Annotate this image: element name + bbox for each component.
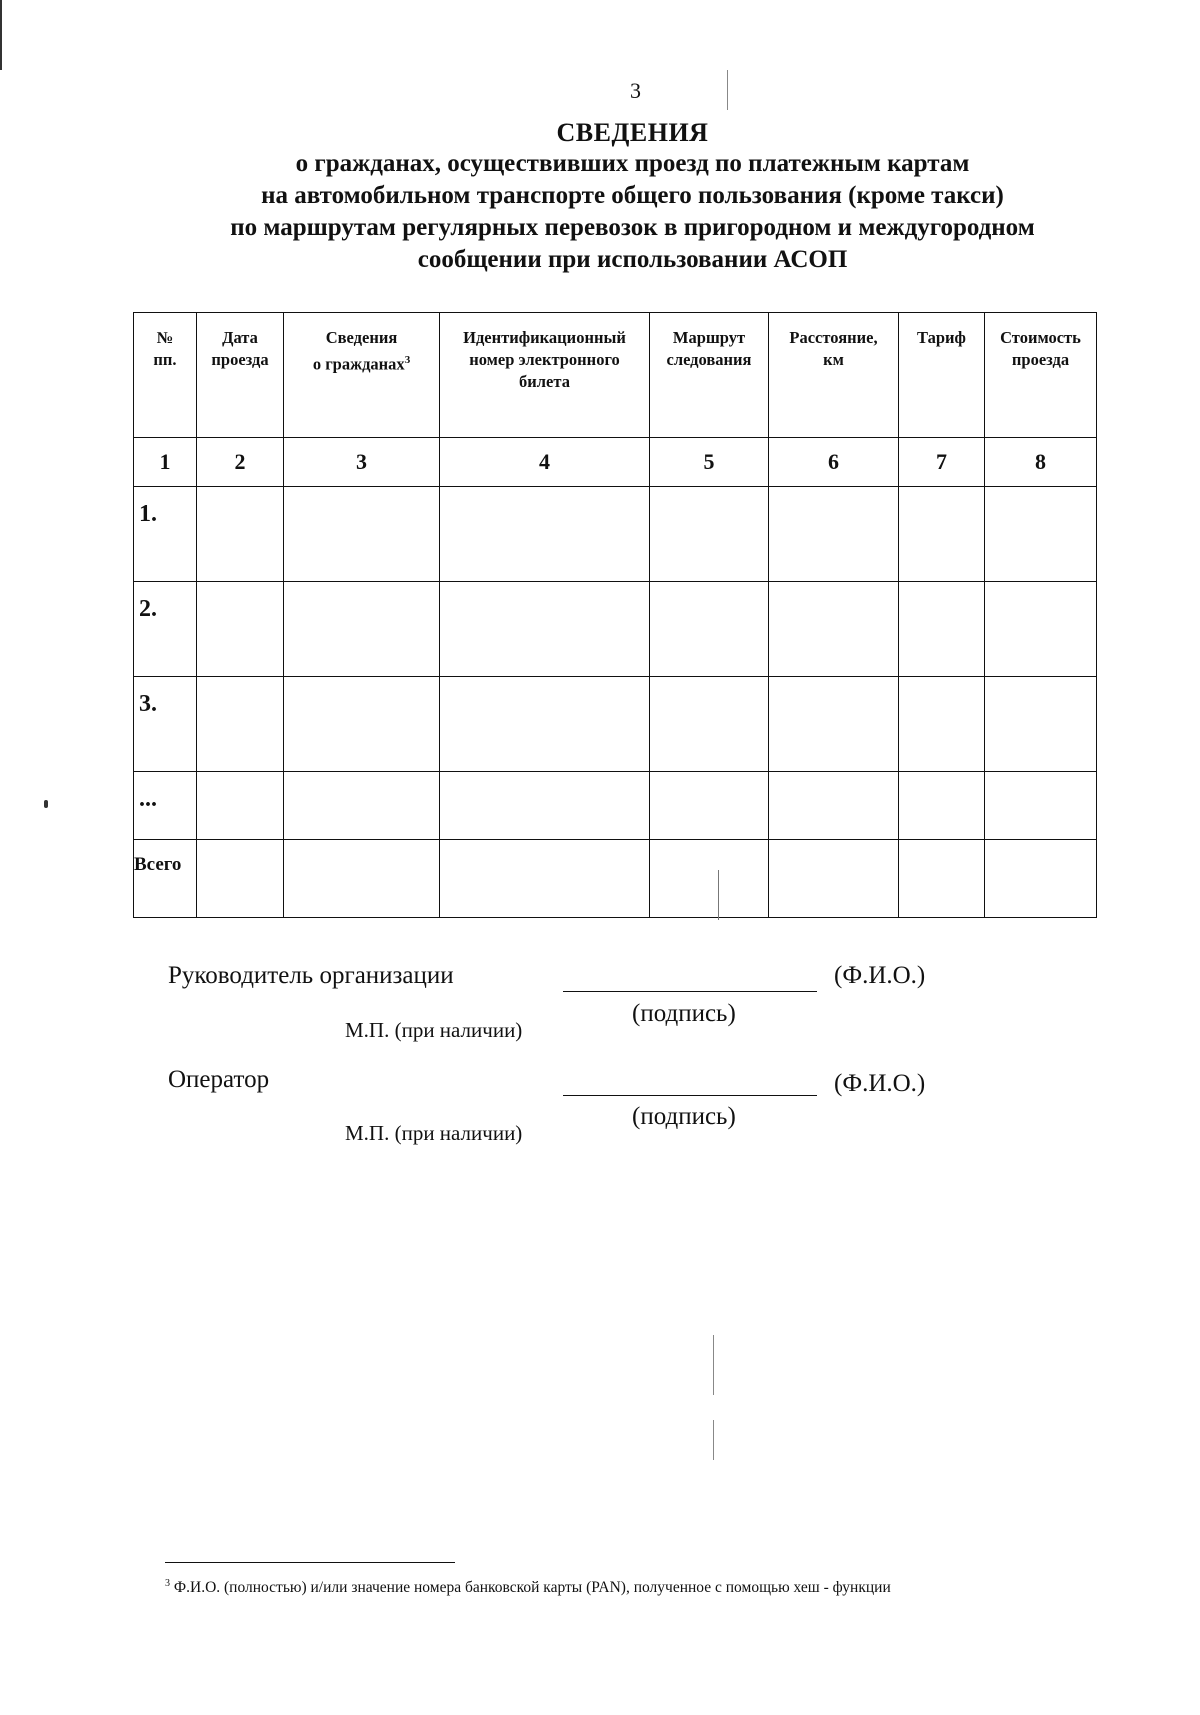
table-cell — [284, 487, 440, 582]
column-number-row — [134, 438, 1097, 487]
table-cell — [440, 677, 650, 772]
title-line-4: сообщении при использовании АСОП — [417, 246, 848, 273]
scan-artifact — [727, 70, 728, 110]
table-cell — [769, 582, 899, 677]
table-cell — [440, 772, 650, 840]
header-cell-date: Дата проезда — [197, 313, 284, 438]
row-label: 3. — [134, 677, 197, 772]
row-label: 2. — [134, 582, 197, 677]
head-fio: (Ф.И.О.) — [834, 962, 926, 989]
table-cell — [899, 487, 985, 582]
report-table — [133, 312, 1097, 918]
column-number: 5 — [650, 438, 769, 487]
operator-signature-caption: (подпись) — [632, 1103, 736, 1130]
table-total-row — [134, 840, 1097, 918]
header-citizens-text: Сведения о гражданах — [312, 328, 405, 374]
table-row — [134, 677, 1097, 772]
table-cell — [899, 582, 985, 677]
table-row — [134, 487, 1097, 582]
table-cell — [197, 582, 284, 677]
header-cell-number: № пп. — [134, 313, 197, 438]
table-cell — [985, 487, 1097, 582]
footnote — [165, 1578, 891, 1597]
table-header-row — [134, 313, 1097, 438]
table-cell — [284, 840, 440, 918]
operator-label: Оператор — [168, 1066, 270, 1093]
column-number: 6 — [769, 438, 899, 487]
scan-artifact — [713, 1335, 714, 1395]
head-label: Руководитель организации — [168, 962, 454, 989]
header-cell-tariff: Тариф — [899, 313, 985, 438]
scan-artifact — [44, 800, 48, 808]
column-number: 4 — [440, 438, 650, 487]
column-number: 7 — [899, 438, 985, 487]
title-line-2: на автомобильном транспорте общего пользования (кроме такси) — [261, 182, 1004, 209]
table-cell — [985, 772, 1097, 840]
scan-artifact — [0, 0, 2, 70]
table-cell — [985, 582, 1097, 677]
table-cell — [650, 772, 769, 840]
head-signature-caption: (подпись) — [632, 1000, 736, 1027]
operator-seal: М.П. (при наличии) — [345, 1121, 523, 1145]
header-cell-citizens — [284, 313, 440, 438]
column-number: 1 — [134, 438, 197, 487]
table-cell — [985, 677, 1097, 772]
operator-signature-line — [563, 1095, 817, 1096]
table-cell — [899, 840, 985, 918]
footnote-mark: 3 — [165, 1578, 170, 1589]
row-label: 1. — [134, 487, 197, 582]
table-cell — [985, 840, 1097, 918]
table-cell — [899, 677, 985, 772]
table-cell — [284, 677, 440, 772]
row-label: ... — [134, 772, 197, 840]
table-row — [134, 582, 1097, 677]
header-cell-cost: Стоимость проезда — [985, 313, 1097, 438]
footnote-text: Ф.И.О. (полностью) и/или значение номера банковской карты (PAN), полученное с помощью хеш - функции — [173, 1579, 891, 1597]
page-number: 3 — [630, 78, 641, 103]
document-title — [0, 118, 1200, 276]
table-cell — [440, 487, 650, 582]
table-cell — [440, 582, 650, 677]
table-cell — [650, 677, 769, 772]
table-cell — [769, 772, 899, 840]
table-cell — [899, 772, 985, 840]
footnote-separator — [165, 1562, 455, 1563]
table-cell — [769, 487, 899, 582]
table-cell — [650, 840, 769, 918]
row-label-total: Всего — [134, 840, 197, 918]
table-cell — [197, 487, 284, 582]
table-cell — [769, 840, 899, 918]
table-cell — [284, 582, 440, 677]
header-cell-route: Маршрут следования — [650, 313, 769, 438]
head-seal: М.П. (при наличии) — [345, 1018, 523, 1042]
table-cell — [650, 487, 769, 582]
header-footnote-mark: 3 — [404, 354, 411, 366]
header-cell-ticket-id: Идентификационный номер электронного билета — [440, 313, 650, 438]
table-cell — [440, 840, 650, 918]
title-main: СВЕДЕНИЯ — [556, 118, 709, 147]
scan-artifact — [713, 1420, 714, 1460]
table-cell — [650, 582, 769, 677]
column-number: 8 — [985, 438, 1097, 487]
title-line-3: по маршрутам регулярных перевозок в пригородном и междугородном — [230, 214, 1035, 241]
header-cell-distance: Расстояние, км — [769, 313, 899, 438]
table-cell — [197, 677, 284, 772]
operator-fio: (Ф.И.О.) — [834, 1070, 926, 1097]
scan-artifact — [718, 870, 719, 920]
column-number: 3 — [284, 438, 440, 487]
table-cell — [197, 772, 284, 840]
head-signature-line — [563, 991, 817, 992]
table-cell — [284, 772, 440, 840]
title-line-1: о гражданах, осуществивших проезд по платежным картам — [295, 150, 970, 177]
table-cell — [197, 840, 284, 918]
table-cell — [769, 677, 899, 772]
column-number: 2 — [197, 438, 284, 487]
table-row — [134, 772, 1097, 840]
